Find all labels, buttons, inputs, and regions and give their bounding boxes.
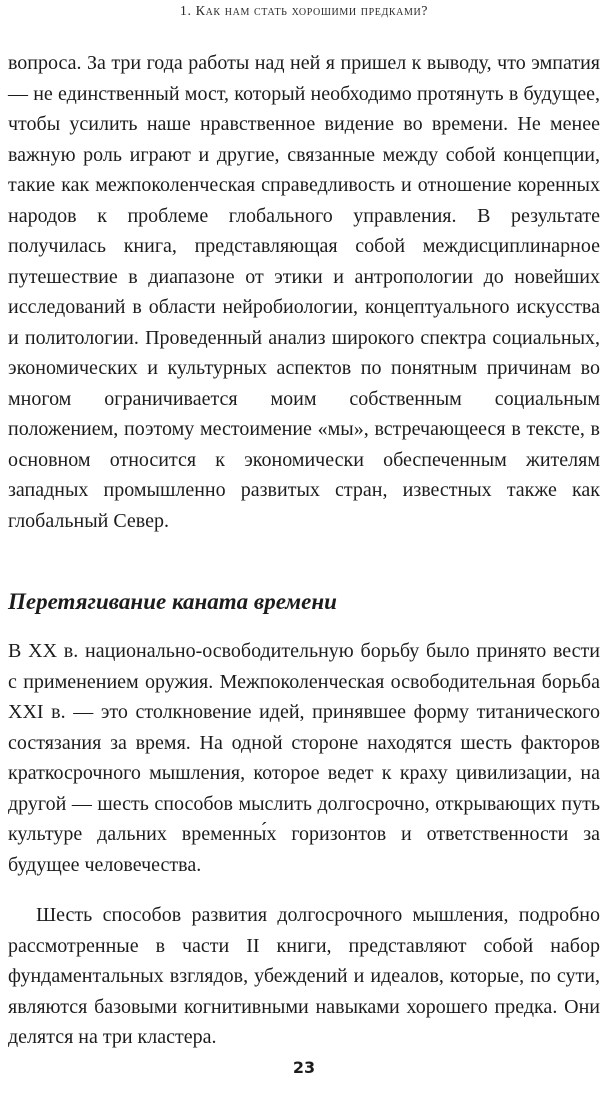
body-paragraph-3: Шесть способов развития долгосрочного мышления, подробно рассмотренные в части II книги, представляют собой набор фундаментальных взглядов, убеждений и идеалов, которые, по сути, являются базовыми когнитивными навыками хорошего предка. Они делятся на три кластера. bbox=[8, 904, 600, 1048]
running-head: 1. Как нам стать хорошими предками? bbox=[179, 4, 429, 19]
body-paragraph-1: вопроса. За три года работы над ней я пришел к выводу, что эмпатия — не единственный мост, который необходимо протянуть в будущее, чтобы усилить наше нравственное видение во времени. Не менее важную роль играют и другие, связанные между собой концепции, такие как межпоколенческая справедливость и отношение коренных народов к проблеме глобального управления. В результате получилась книга, представляющая собой междисциплинарное путешествие в диапазоне от этики и антропологии до новейших исследований в области нейробиологии, концептуального искусства и политологии. Проведенный анализ широкого спектра социальных, экономических и культурных аспектов по понятным причинам во многом ограничивается моим собственным социальным положением, поэтому местоимение «мы», встречающееся в тексте, в основном относится к экономически обеспеченным жителям западных промышленно развитых стран, известных также как глобальный Север. bbox=[8, 52, 600, 532]
body-paragraph-2: В XX в. национально-освободительную борьбу было принято вести с применением оружия. Межпоколенческая освободительная борьба XXI в. — это столкновение идей, принявшее форму титанического состязания за время. На одной стороне находятся шесть факторов краткосрочного мышления, которое ведет к краху цивилизации, на другой — шесть способов мыслить долгосрочно, открывающих путь культуре дальних временны́х горизонтов и ответственности за будущее человечества. bbox=[8, 640, 600, 876]
page-number: 23 bbox=[292, 1058, 316, 1077]
section-heading: Перетягивание каната времени bbox=[8, 589, 337, 614]
